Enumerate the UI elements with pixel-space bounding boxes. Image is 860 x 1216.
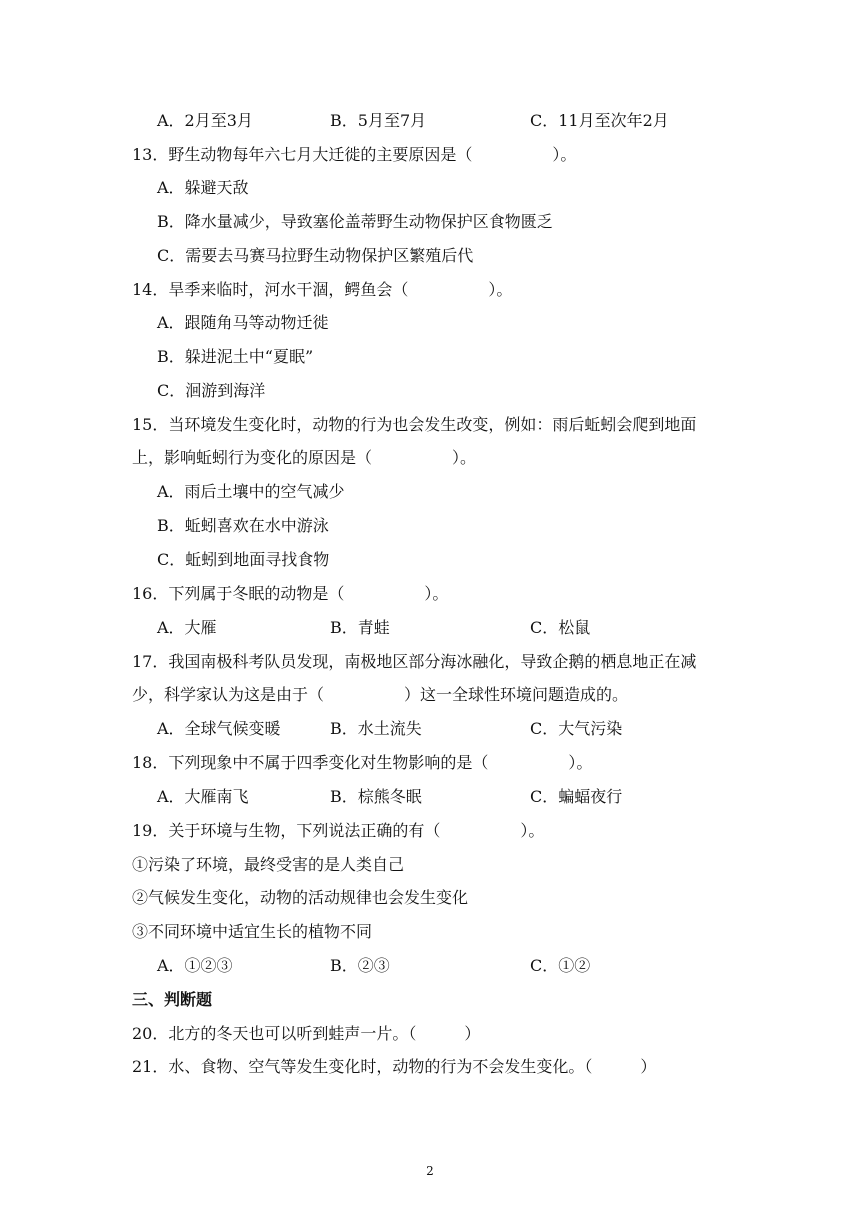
- q19-statement-2: ②气候发生变化，动物的活动规律也会发生变化: [132, 888, 469, 907]
- q16-option-a: A．大雁: [157, 618, 217, 637]
- q19-option-c: C．①②: [530, 956, 591, 975]
- q15-option-c: C．蚯蚓到地面寻找食物: [157, 550, 330, 569]
- q19-option-b: B．②③: [330, 956, 390, 975]
- q12-option-b: B．5月至7月: [330, 111, 427, 130]
- q17-stem-line2: 少，科学家认为这是由于（ ）这一全球性环境问题造成的。: [132, 685, 629, 704]
- q17-option-b: B．水土流失: [330, 719, 422, 738]
- q14-option-b: B．躲进泥土中“夏眠”: [157, 347, 314, 366]
- q13-option-a: A．躲避天敌: [157, 178, 249, 197]
- q12-option-c: C．11月至次年2月: [530, 111, 669, 130]
- q19-option-a: A．①②③: [157, 956, 233, 975]
- q18-option-c: C．蝙蝠夜行: [530, 787, 623, 806]
- q21-stem: 21．水、食物、空气等发生变化时，动物的行为不会发生变化。（ ）: [132, 1057, 657, 1076]
- q18-option-a: A．大雁南飞: [157, 787, 249, 806]
- q14-option-c: C．洄游到海洋: [157, 381, 266, 400]
- q17-option-a: A．全球气候变暖: [157, 719, 281, 738]
- q20-stem: 20．北方的冬天也可以听到蛙声一片。（ ）: [132, 1024, 481, 1043]
- q14-option-a: A．跟随角马等动物迁徙: [157, 313, 329, 332]
- section-3-heading: 三、判断题: [132, 990, 213, 1009]
- q15-stem-line2: 上，影响蚯蚓行为变化的原因是（ ）。: [132, 448, 477, 467]
- q16-stem: 16．下列属于冬眠的动物是（ ）。: [132, 584, 449, 603]
- page-number: 2: [426, 1164, 434, 1178]
- q17-options: [0, 715, 623, 743]
- q18-options: [0, 783, 623, 811]
- q12-option-a: A．2月至3月: [157, 111, 253, 130]
- q14-stem: 14．旱季来临时，河水干涸，鳄鱼会（ ）。: [132, 280, 513, 299]
- q19-statement-3: ③不同环境中适宜生长的植物不同: [132, 922, 373, 941]
- q12-options: [0, 107, 669, 135]
- q13-option-b: B．降水量减少，导致塞伦盖蒂野生动物保护区食物匮乏: [157, 212, 553, 231]
- q15-option-a: A．雨后土壤中的空气减少: [157, 482, 345, 501]
- q16-option-c: C．松鼠: [530, 618, 591, 637]
- q16-option-b: B．青蛙: [330, 618, 390, 637]
- q19-options: [0, 952, 591, 980]
- q17-option-c: C．大气污染: [530, 719, 623, 738]
- q19-statement-1: ①污染了环境，最终受害的是人类自己: [132, 855, 405, 874]
- q16-options: [0, 614, 591, 642]
- q13-stem: 13．野生动物每年六七月大迁徙的主要原因是（ ）。: [132, 145, 577, 164]
- q18-stem: 18．下列现象中不属于四季变化对生物影响的是（ ）。: [132, 753, 593, 772]
- q19-stem: 19．关于环境与生物，下列说法正确的有（ ）。: [132, 821, 545, 840]
- q15-option-b: B．蚯蚓喜欢在水中游泳: [157, 516, 329, 535]
- q18-option-b: B．棕熊冬眠: [330, 787, 422, 806]
- q17-stem-line1: 17．我国南极科考队员发现，南极地区部分海冰融化，导致企鹅的栖息地正在减: [132, 652, 697, 671]
- q13-option-c: C．需要去马赛马拉野生动物保护区繁殖后代: [157, 246, 474, 265]
- q15-stem-line1: 15．当环境发生变化时，动物的行为也会发生改变，例如：雨后蚯蚓会爬到地面: [132, 415, 697, 434]
